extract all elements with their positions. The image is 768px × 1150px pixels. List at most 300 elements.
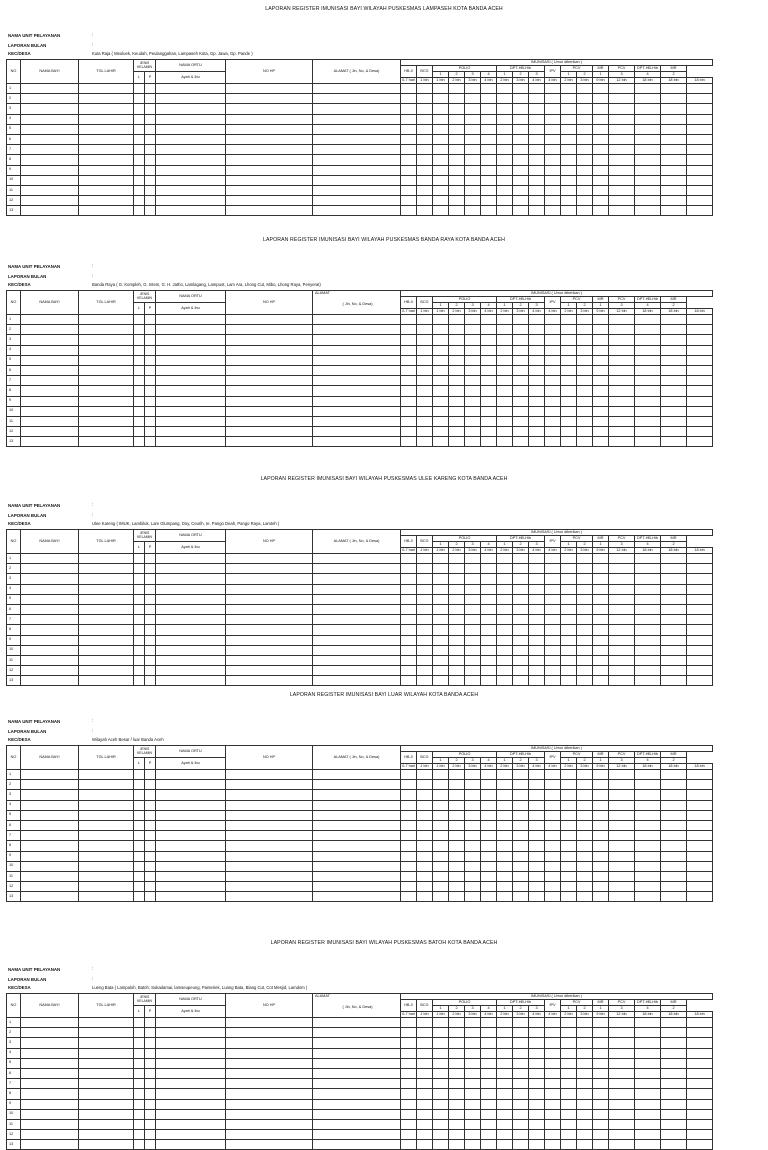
- empty-cell[interactable]: [635, 615, 661, 625]
- empty-cell[interactable]: [226, 365, 313, 375]
- empty-cell[interactable]: [433, 427, 449, 437]
- empty-cell[interactable]: [134, 800, 145, 810]
- empty-cell[interactable]: [313, 604, 401, 614]
- empty-cell[interactable]: [577, 175, 593, 185]
- empty-cell[interactable]: [313, 365, 401, 375]
- empty-cell[interactable]: [561, 1058, 577, 1068]
- empty-cell[interactable]: [545, 206, 561, 216]
- empty-cell[interactable]: [156, 185, 226, 195]
- empty-cell[interactable]: [635, 185, 661, 195]
- empty-cell[interactable]: [577, 635, 593, 645]
- empty-cell[interactable]: [513, 790, 529, 800]
- empty-cell[interactable]: [635, 175, 661, 185]
- empty-cell[interactable]: [417, 666, 433, 676]
- empty-cell[interactable]: [593, 104, 609, 114]
- empty-cell[interactable]: [593, 554, 609, 564]
- empty-cell[interactable]: [529, 615, 545, 625]
- empty-cell[interactable]: [433, 155, 449, 165]
- empty-cell[interactable]: [481, 104, 497, 114]
- empty-cell[interactable]: [687, 437, 713, 447]
- empty-cell[interactable]: [449, 94, 465, 104]
- empty-cell[interactable]: [577, 376, 593, 386]
- empty-cell[interactable]: [313, 427, 401, 437]
- empty-cell[interactable]: [609, 325, 635, 335]
- empty-cell[interactable]: [577, 1068, 593, 1078]
- empty-cell[interactable]: [21, 175, 79, 185]
- empty-cell[interactable]: [417, 196, 433, 206]
- empty-cell[interactable]: [687, 325, 713, 335]
- empty-cell[interactable]: [513, 1018, 529, 1028]
- empty-cell[interactable]: [156, 376, 226, 386]
- empty-cell[interactable]: [687, 594, 713, 604]
- empty-cell[interactable]: [79, 594, 134, 604]
- empty-cell[interactable]: [134, 437, 145, 447]
- empty-cell[interactable]: [513, 841, 529, 851]
- empty-cell[interactable]: [313, 790, 401, 800]
- empty-cell[interactable]: [465, 335, 481, 345]
- empty-cell[interactable]: [609, 625, 635, 635]
- empty-cell[interactable]: [687, 1099, 713, 1109]
- empty-cell[interactable]: [513, 355, 529, 365]
- empty-cell[interactable]: [226, 584, 313, 594]
- empty-cell[interactable]: [609, 892, 635, 902]
- empty-cell[interactable]: [21, 1058, 79, 1068]
- empty-cell[interactable]: [497, 882, 513, 892]
- empty-cell[interactable]: [465, 1089, 481, 1099]
- empty-cell[interactable]: [156, 861, 226, 871]
- empty-cell[interactable]: [417, 1140, 433, 1150]
- empty-cell[interactable]: [661, 604, 687, 614]
- empty-cell[interactable]: [513, 1038, 529, 1048]
- empty-cell[interactable]: [661, 1119, 687, 1129]
- empty-cell[interactable]: [417, 206, 433, 216]
- empty-cell[interactable]: [561, 114, 577, 124]
- empty-cell[interactable]: [417, 376, 433, 386]
- empty-cell[interactable]: [401, 1058, 417, 1068]
- empty-cell[interactable]: [417, 882, 433, 892]
- empty-cell[interactable]: [687, 800, 713, 810]
- empty-cell[interactable]: [134, 820, 145, 830]
- empty-cell[interactable]: [545, 345, 561, 355]
- empty-cell[interactable]: [465, 645, 481, 655]
- empty-cell[interactable]: [687, 1079, 713, 1089]
- empty-cell[interactable]: [313, 584, 401, 594]
- empty-cell[interactable]: [226, 427, 313, 437]
- empty-cell[interactable]: [226, 1119, 313, 1129]
- empty-cell[interactable]: [21, 1079, 79, 1089]
- empty-cell[interactable]: [545, 770, 561, 780]
- empty-cell[interactable]: [577, 416, 593, 426]
- empty-cell[interactable]: [593, 396, 609, 406]
- empty-cell[interactable]: [449, 1099, 465, 1109]
- empty-cell[interactable]: [417, 437, 433, 447]
- empty-cell[interactable]: [21, 564, 79, 574]
- empty-cell[interactable]: [79, 196, 134, 206]
- empty-cell[interactable]: [529, 134, 545, 144]
- empty-cell[interactable]: [481, 165, 497, 175]
- empty-cell[interactable]: [226, 892, 313, 902]
- empty-cell[interactable]: [481, 355, 497, 365]
- empty-cell[interactable]: [561, 124, 577, 134]
- empty-cell[interactable]: [635, 1130, 661, 1140]
- empty-cell[interactable]: [156, 365, 226, 375]
- empty-cell[interactable]: [545, 365, 561, 375]
- empty-cell[interactable]: [449, 892, 465, 902]
- empty-cell[interactable]: [433, 1038, 449, 1048]
- empty-cell[interactable]: [134, 554, 145, 564]
- empty-cell[interactable]: [661, 94, 687, 104]
- empty-cell[interactable]: [134, 1068, 145, 1078]
- empty-cell[interactable]: [21, 790, 79, 800]
- empty-cell[interactable]: [481, 604, 497, 614]
- empty-cell[interactable]: [661, 124, 687, 134]
- empty-cell[interactable]: [561, 84, 577, 94]
- empty-cell[interactable]: [513, 175, 529, 185]
- empty-cell[interactable]: [465, 114, 481, 124]
- empty-cell[interactable]: [465, 635, 481, 645]
- empty-cell[interactable]: [529, 666, 545, 676]
- empty-cell[interactable]: [401, 841, 417, 851]
- empty-cell[interactable]: [661, 882, 687, 892]
- empty-cell[interactable]: [481, 1119, 497, 1129]
- empty-cell[interactable]: [21, 104, 79, 114]
- empty-cell[interactable]: [21, 315, 79, 325]
- empty-cell[interactable]: [79, 882, 134, 892]
- empty-cell[interactable]: [134, 104, 145, 114]
- empty-cell[interactable]: [577, 841, 593, 851]
- empty-cell[interactable]: [497, 1109, 513, 1119]
- empty-cell[interactable]: [513, 1048, 529, 1058]
- empty-cell[interactable]: [497, 1038, 513, 1048]
- empty-cell[interactable]: [79, 376, 134, 386]
- empty-cell[interactable]: [134, 574, 145, 584]
- empty-cell[interactable]: [661, 831, 687, 841]
- empty-cell[interactable]: [401, 564, 417, 574]
- empty-cell[interactable]: [593, 325, 609, 335]
- empty-cell[interactable]: [449, 790, 465, 800]
- empty-cell[interactable]: [433, 790, 449, 800]
- empty-cell[interactable]: [545, 615, 561, 625]
- empty-cell[interactable]: [313, 124, 401, 134]
- empty-cell[interactable]: [497, 365, 513, 375]
- empty-cell[interactable]: [465, 134, 481, 144]
- empty-cell[interactable]: [661, 800, 687, 810]
- empty-cell[interactable]: [609, 365, 635, 375]
- empty-cell[interactable]: [513, 820, 529, 830]
- empty-cell[interactable]: [417, 386, 433, 396]
- empty-cell[interactable]: [134, 124, 145, 134]
- empty-cell[interactable]: [156, 427, 226, 437]
- empty-cell[interactable]: [481, 594, 497, 604]
- empty-cell[interactable]: [577, 615, 593, 625]
- empty-cell[interactable]: [134, 84, 145, 94]
- empty-cell[interactable]: [449, 315, 465, 325]
- empty-cell[interactable]: [313, 155, 401, 165]
- empty-cell[interactable]: [226, 594, 313, 604]
- empty-cell[interactable]: [635, 124, 661, 134]
- empty-cell[interactable]: [134, 655, 145, 665]
- empty-cell[interactable]: [401, 345, 417, 355]
- empty-cell[interactable]: [561, 1130, 577, 1140]
- empty-cell[interactable]: [661, 437, 687, 447]
- empty-cell[interactable]: [134, 196, 145, 206]
- empty-cell[interactable]: [577, 396, 593, 406]
- empty-cell[interactable]: [79, 871, 134, 881]
- empty-cell[interactable]: [661, 104, 687, 114]
- empty-cell[interactable]: [593, 882, 609, 892]
- empty-cell[interactable]: [449, 861, 465, 871]
- empty-cell[interactable]: [687, 206, 713, 216]
- empty-cell[interactable]: [529, 84, 545, 94]
- empty-cell[interactable]: [21, 810, 79, 820]
- empty-cell[interactable]: [609, 574, 635, 584]
- empty-cell[interactable]: [635, 604, 661, 614]
- empty-cell[interactable]: [156, 594, 226, 604]
- empty-cell[interactable]: [433, 145, 449, 155]
- empty-cell[interactable]: [313, 615, 401, 625]
- empty-cell[interactable]: [226, 437, 313, 447]
- empty-cell[interactable]: [433, 645, 449, 655]
- empty-cell[interactable]: [513, 574, 529, 584]
- empty-cell[interactable]: [513, 1099, 529, 1109]
- empty-cell[interactable]: [79, 584, 134, 594]
- empty-cell[interactable]: [433, 770, 449, 780]
- empty-cell[interactable]: [401, 594, 417, 604]
- empty-cell[interactable]: [497, 376, 513, 386]
- empty-cell[interactable]: [465, 365, 481, 375]
- empty-cell[interactable]: [134, 325, 145, 335]
- empty-cell[interactable]: [593, 584, 609, 594]
- empty-cell[interactable]: [635, 437, 661, 447]
- empty-cell[interactable]: [545, 554, 561, 564]
- empty-cell[interactable]: [609, 94, 635, 104]
- empty-cell[interactable]: [21, 345, 79, 355]
- empty-cell[interactable]: [226, 1018, 313, 1028]
- empty-cell[interactable]: [497, 345, 513, 355]
- empty-cell[interactable]: [134, 1089, 145, 1099]
- empty-cell[interactable]: [226, 345, 313, 355]
- empty-cell[interactable]: [401, 676, 417, 686]
- empty-cell[interactable]: [561, 335, 577, 345]
- empty-cell[interactable]: [687, 604, 713, 614]
- empty-cell[interactable]: [417, 831, 433, 841]
- empty-cell[interactable]: [134, 584, 145, 594]
- empty-cell[interactable]: [561, 594, 577, 604]
- empty-cell[interactable]: [513, 892, 529, 902]
- empty-cell[interactable]: [497, 206, 513, 216]
- empty-cell[interactable]: [661, 655, 687, 665]
- empty-cell[interactable]: [21, 584, 79, 594]
- empty-cell[interactable]: [449, 185, 465, 195]
- empty-cell[interactable]: [145, 770, 156, 780]
- empty-cell[interactable]: [513, 427, 529, 437]
- empty-cell[interactable]: [401, 1109, 417, 1119]
- empty-cell[interactable]: [226, 841, 313, 851]
- empty-cell[interactable]: [417, 124, 433, 134]
- empty-cell[interactable]: [593, 114, 609, 124]
- empty-cell[interactable]: [561, 882, 577, 892]
- empty-cell[interactable]: [145, 165, 156, 175]
- empty-cell[interactable]: [497, 155, 513, 165]
- empty-cell[interactable]: [313, 851, 401, 861]
- empty-cell[interactable]: [465, 584, 481, 594]
- empty-cell[interactable]: [417, 175, 433, 185]
- empty-cell[interactable]: [79, 1058, 134, 1068]
- empty-cell[interactable]: [593, 196, 609, 206]
- empty-cell[interactable]: [417, 1109, 433, 1119]
- empty-cell[interactable]: [497, 165, 513, 175]
- empty-cell[interactable]: [497, 437, 513, 447]
- empty-cell[interactable]: [401, 655, 417, 665]
- empty-cell[interactable]: [545, 594, 561, 604]
- empty-cell[interactable]: [313, 416, 401, 426]
- empty-cell[interactable]: [465, 437, 481, 447]
- empty-cell[interactable]: [313, 165, 401, 175]
- empty-cell[interactable]: [433, 1018, 449, 1028]
- empty-cell[interactable]: [609, 335, 635, 345]
- empty-cell[interactable]: [635, 94, 661, 104]
- empty-cell[interactable]: [561, 155, 577, 165]
- empty-cell[interactable]: [545, 574, 561, 584]
- empty-cell[interactable]: [21, 406, 79, 416]
- empty-cell[interactable]: [577, 770, 593, 780]
- empty-cell[interactable]: [529, 355, 545, 365]
- empty-cell[interactable]: [226, 1068, 313, 1078]
- empty-cell[interactable]: [609, 1140, 635, 1150]
- empty-cell[interactable]: [156, 1068, 226, 1078]
- empty-cell[interactable]: [481, 800, 497, 810]
- empty-cell[interactable]: [21, 655, 79, 665]
- empty-cell[interactable]: [545, 1028, 561, 1038]
- empty-cell[interactable]: [465, 175, 481, 185]
- empty-cell[interactable]: [497, 615, 513, 625]
- empty-cell[interactable]: [449, 770, 465, 780]
- empty-cell[interactable]: [635, 1038, 661, 1048]
- empty-cell[interactable]: [577, 1028, 593, 1038]
- empty-cell[interactable]: [545, 1089, 561, 1099]
- empty-cell[interactable]: [529, 790, 545, 800]
- empty-cell[interactable]: [481, 155, 497, 165]
- empty-cell[interactable]: [577, 882, 593, 892]
- empty-cell[interactable]: [313, 335, 401, 345]
- empty-cell[interactable]: [661, 790, 687, 800]
- empty-cell[interactable]: [529, 1079, 545, 1089]
- empty-cell[interactable]: [481, 124, 497, 134]
- empty-cell[interactable]: [481, 1038, 497, 1048]
- empty-cell[interactable]: [226, 94, 313, 104]
- empty-cell[interactable]: [465, 196, 481, 206]
- empty-cell[interactable]: [661, 615, 687, 625]
- empty-cell[interactable]: [433, 84, 449, 94]
- empty-cell[interactable]: [635, 810, 661, 820]
- empty-cell[interactable]: [313, 666, 401, 676]
- empty-cell[interactable]: [561, 604, 577, 614]
- empty-cell[interactable]: [145, 892, 156, 902]
- empty-cell[interactable]: [465, 615, 481, 625]
- empty-cell[interactable]: [529, 1130, 545, 1140]
- empty-cell[interactable]: [401, 386, 417, 396]
- empty-cell[interactable]: [545, 376, 561, 386]
- empty-cell[interactable]: [417, 615, 433, 625]
- empty-cell[interactable]: [401, 376, 417, 386]
- empty-cell[interactable]: [226, 114, 313, 124]
- empty-cell[interactable]: [21, 780, 79, 790]
- empty-cell[interactable]: [561, 376, 577, 386]
- empty-cell[interactable]: [561, 810, 577, 820]
- empty-cell[interactable]: [465, 1068, 481, 1078]
- empty-cell[interactable]: [577, 676, 593, 686]
- empty-cell[interactable]: [609, 165, 635, 175]
- empty-cell[interactable]: [401, 196, 417, 206]
- empty-cell[interactable]: [401, 427, 417, 437]
- empty-cell[interactable]: [687, 790, 713, 800]
- empty-cell[interactable]: [687, 94, 713, 104]
- empty-cell[interactable]: [609, 594, 635, 604]
- empty-cell[interactable]: [609, 790, 635, 800]
- empty-cell[interactable]: [401, 1089, 417, 1099]
- empty-cell[interactable]: [313, 1048, 401, 1058]
- empty-cell[interactable]: [481, 655, 497, 665]
- empty-cell[interactable]: [449, 831, 465, 841]
- empty-cell[interactable]: [529, 315, 545, 325]
- empty-cell[interactable]: [687, 416, 713, 426]
- empty-cell[interactable]: [145, 185, 156, 195]
- empty-cell[interactable]: [401, 437, 417, 447]
- empty-cell[interactable]: [529, 1119, 545, 1129]
- empty-cell[interactable]: [79, 615, 134, 625]
- empty-cell[interactable]: [635, 790, 661, 800]
- empty-cell[interactable]: [433, 114, 449, 124]
- empty-cell[interactable]: [561, 1038, 577, 1048]
- empty-cell[interactable]: [481, 790, 497, 800]
- empty-cell[interactable]: [449, 345, 465, 355]
- empty-cell[interactable]: [561, 851, 577, 861]
- empty-cell[interactable]: [481, 335, 497, 345]
- empty-cell[interactable]: [79, 345, 134, 355]
- empty-cell[interactable]: [545, 427, 561, 437]
- empty-cell[interactable]: [609, 1068, 635, 1078]
- empty-cell[interactable]: [687, 355, 713, 365]
- empty-cell[interactable]: [529, 635, 545, 645]
- empty-cell[interactable]: [226, 655, 313, 665]
- empty-cell[interactable]: [687, 114, 713, 124]
- empty-cell[interactable]: [481, 1140, 497, 1150]
- empty-cell[interactable]: [401, 1068, 417, 1078]
- empty-cell[interactable]: [401, 104, 417, 114]
- empty-cell[interactable]: [465, 1038, 481, 1048]
- empty-cell[interactable]: [156, 1038, 226, 1048]
- empty-cell[interactable]: [529, 1068, 545, 1078]
- empty-cell[interactable]: [145, 124, 156, 134]
- empty-cell[interactable]: [561, 437, 577, 447]
- empty-cell[interactable]: [497, 666, 513, 676]
- empty-cell[interactable]: [561, 615, 577, 625]
- empty-cell[interactable]: [21, 1038, 79, 1048]
- empty-cell[interactable]: [561, 1068, 577, 1078]
- empty-cell[interactable]: [497, 1099, 513, 1109]
- empty-cell[interactable]: [226, 175, 313, 185]
- empty-cell[interactable]: [661, 1068, 687, 1078]
- empty-cell[interactable]: [433, 416, 449, 426]
- empty-cell[interactable]: [79, 1018, 134, 1028]
- empty-cell[interactable]: [635, 655, 661, 665]
- empty-cell[interactable]: [156, 437, 226, 447]
- empty-cell[interactable]: [433, 1058, 449, 1068]
- empty-cell[interactable]: [433, 325, 449, 335]
- empty-cell[interactable]: [145, 1130, 156, 1140]
- empty-cell[interactable]: [145, 1028, 156, 1038]
- empty-cell[interactable]: [313, 800, 401, 810]
